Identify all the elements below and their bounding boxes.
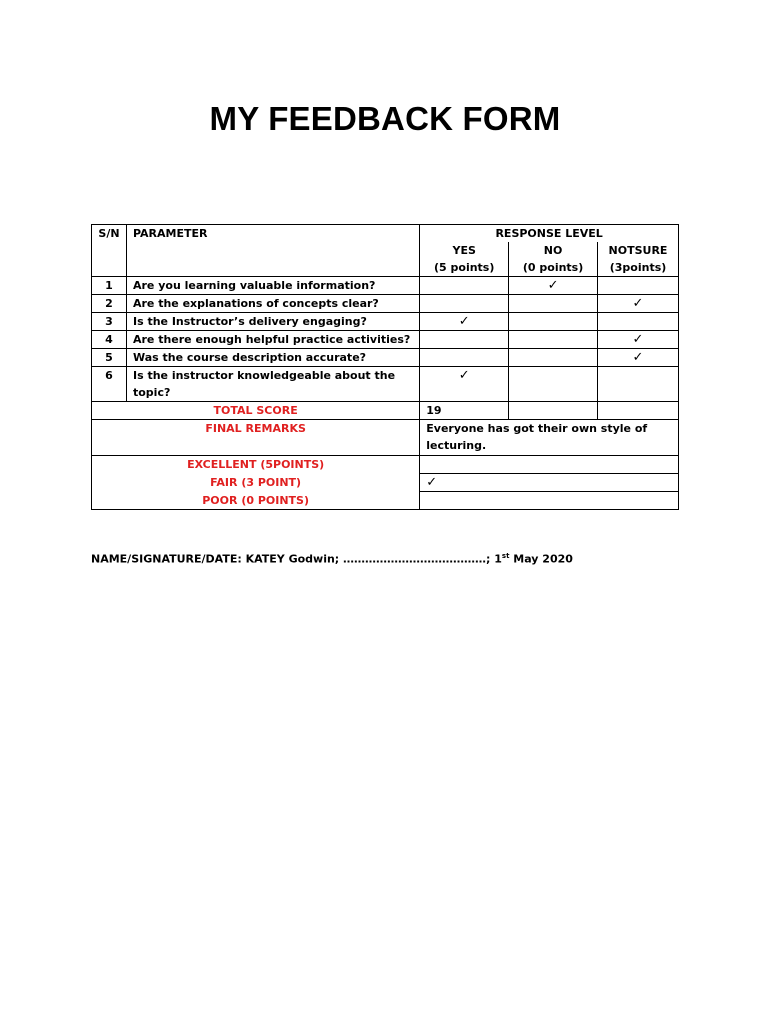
yes-points: (5 points) [420,259,509,277]
row-sn: 4 [92,331,127,349]
total-score-row [92,402,679,420]
table-row [92,367,679,402]
row-parameter: Are the explanations of concepts clear? [126,295,419,313]
notsure-cell [598,313,679,331]
row-sn: 6 [92,367,127,402]
signature-superscript: st [501,552,510,560]
no-cell [509,295,598,313]
total-score-empty-notsure [598,402,679,420]
no-cell [509,331,598,349]
final-remarks-label: FINAL REMARKS [92,420,420,456]
yes-cell: ✓ [420,367,509,402]
notsure-cell: ✓ [598,295,679,313]
total-score-label: TOTAL SCORE [92,402,420,420]
final-remarks-row [92,420,679,456]
final-remarks-line: Everyone has got their own style of [426,422,648,435]
notsure-points: (3points) [598,259,679,277]
notsure-cell: ✓ [598,349,679,367]
total-score-value: 19 [420,402,509,420]
row-parameter: Was the course description accurate? [126,349,419,367]
yes-cell [420,277,509,295]
signature-text: NAME/SIGNATURE/DATE: KATEY Godwin; …………………………………; 1 [91,552,502,566]
feedback-table [91,224,679,510]
final-remarks-value [420,420,679,456]
notsure-header: NOTSURE [598,242,679,259]
table-row [92,349,679,367]
rating-poor-mark [420,492,679,510]
rating-row [92,492,679,510]
notsure-cell [598,277,679,295]
page-title: MY FEEDBACK FORM [209,100,561,137]
row-sn: 5 [92,349,127,367]
response-level-header: RESPONSE LEVEL [420,225,679,243]
rating-fair-label: FAIR (3 POINT) [92,474,420,492]
no-cell [509,367,598,402]
row-sn: 2 [92,295,127,313]
rating-fair-mark: ✓ [420,474,679,492]
notsure-cell [598,367,679,402]
table-row [92,313,679,331]
no-cell [509,349,598,367]
signature-date: May 2020 [509,552,573,566]
yes-cell [420,331,509,349]
header-row [92,225,679,243]
parameter-header: PARAMETER [126,225,419,277]
table-row [92,277,679,295]
table-row [92,295,679,313]
row-parameter: Are there enough helpful practice activities? [126,331,419,349]
notsure-cell: ✓ [598,331,679,349]
row-parameter: Are you learning valuable information? [126,277,419,295]
yes-cell [420,349,509,367]
no-points: (0 points) [509,259,598,277]
yes-cell: ✓ [420,313,509,331]
yes-cell [420,295,509,313]
final-remarks-line: lecturing. [426,439,487,452]
rating-poor-label: POOR (0 POINTS) [92,492,420,510]
rating-excellent-label: EXCELLENT (5POINTS) [92,456,420,474]
row-parameter: Is the instructor knowledgeable about the topic? [126,367,419,402]
no-cell [509,313,598,331]
row-sn: 1 [92,277,127,295]
no-header: NO [509,242,598,259]
rating-excellent-mark [420,456,679,474]
total-score-empty-no [509,402,598,420]
table-row [92,331,679,349]
rating-row [92,456,679,474]
row-sn: 3 [92,313,127,331]
rating-row [92,474,679,492]
row-parameter: Is the Instructor’s delivery engaging? [126,313,419,331]
no-cell: ✓ [509,277,598,295]
yes-header: YES [420,242,509,259]
sn-header: S/N [92,225,127,277]
signature-line [91,552,573,566]
